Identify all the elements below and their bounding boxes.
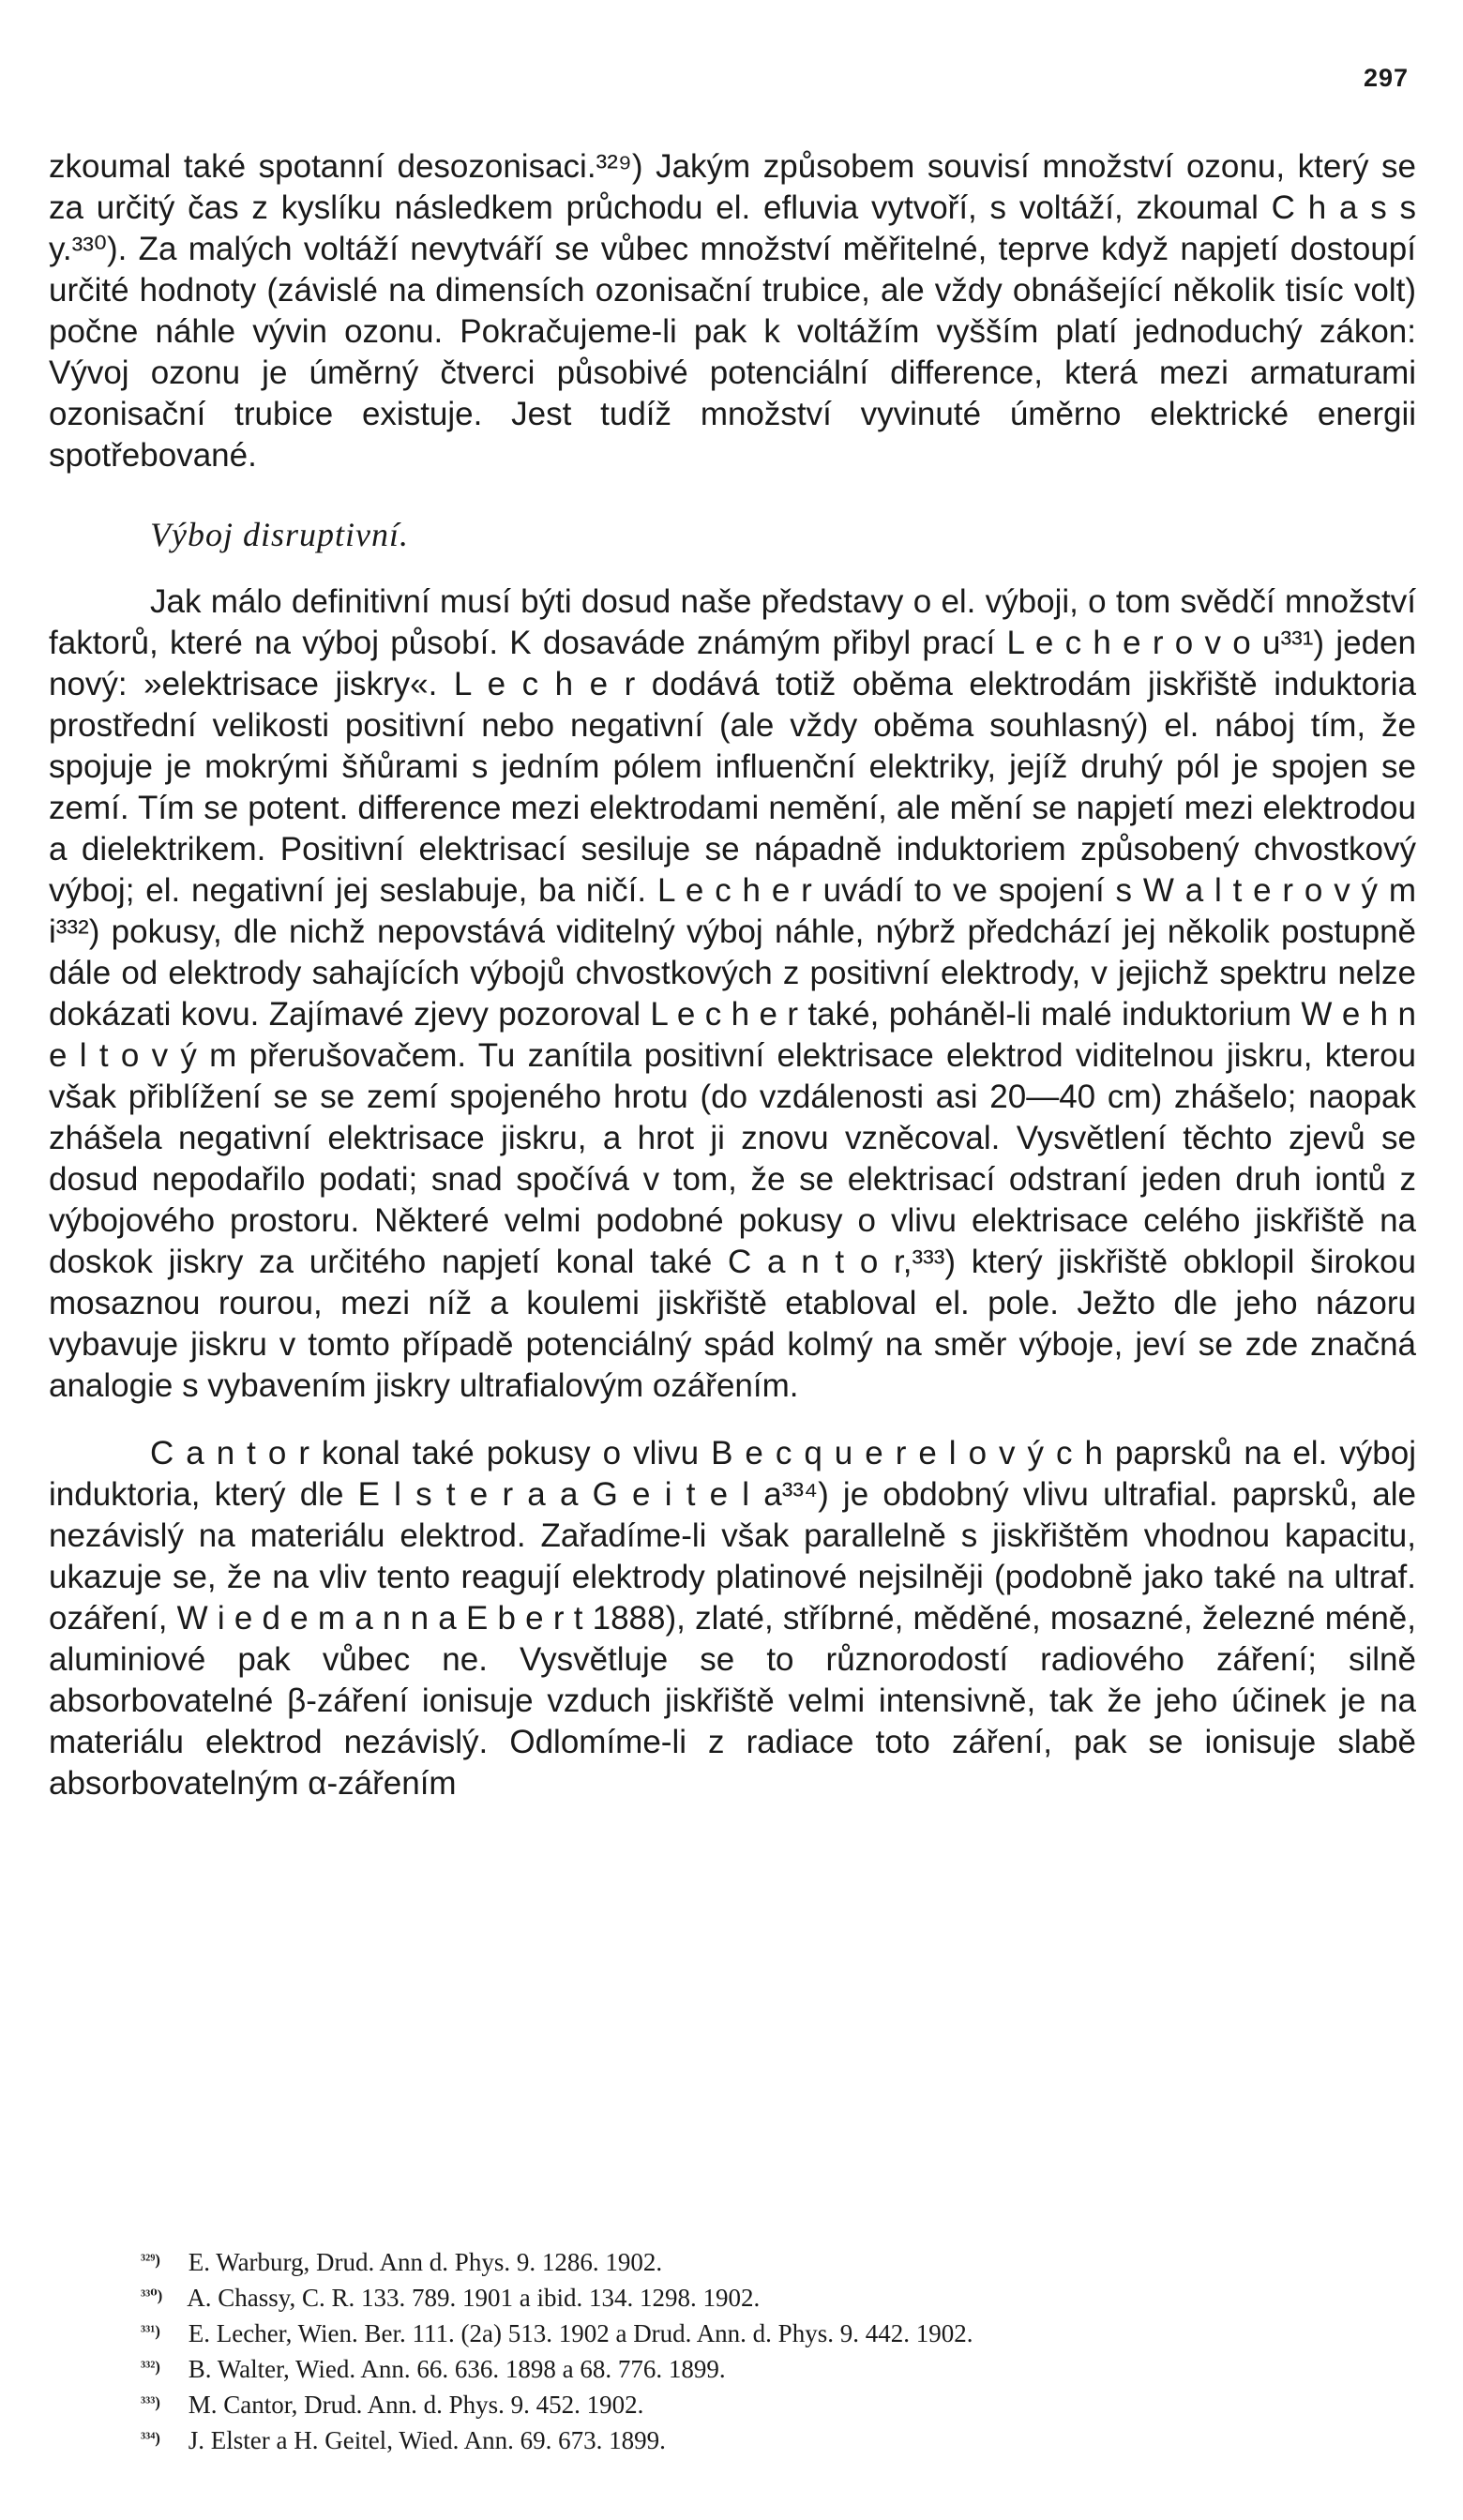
main-text xyxy=(49,146,1416,1804)
footnote-334 xyxy=(141,2422,1397,2457)
footnote-mark: ³²⁹) xyxy=(141,2251,160,2269)
footnote-mark: ³³²) xyxy=(141,2358,160,2376)
footnote-333 xyxy=(141,2386,1397,2422)
footnote-text: M. Cantor, Drud. Ann. d. Phys. 9. 452. 1902. xyxy=(188,2391,644,2419)
footnotes xyxy=(141,2243,1397,2457)
footnote-text: B. Walter, Wied. Ann. 66. 636. 1898 a 68. 776. 1899. xyxy=(188,2355,726,2383)
footnote-text: E. Lecher, Wien. Ber. 111. (2a) 513. 1902 a Drud. Ann. d. Phys. 9. 442. 1902. xyxy=(188,2319,973,2347)
footnote-mark: ³³³) xyxy=(141,2393,160,2411)
section-heading: Výboj disruptivní. xyxy=(150,516,409,553)
paragraph-becquerel-rays: C a n t o r konal také pokusy o vlivu B e c q u e r e l o v ý c h paprsků na el. výboj induktoria, který dle E l s t e r a a G e i t e l a³³⁴) je obdobný vlivu ultrafial. paprsků, ale nezávislý na materiálu elektrod. Zařadíme-li však parallelně s jiskřištěm vhodnou kapacitu, ukazuje se, že na vliv tento reagují elektrody platinové nejsilněji (podobně jako také na ultraf. ozáření, W i e d e m a n n a E b e r t 1888), zlaté, stříbrné, měděné, mosazné, železné méně, aluminiové pak vůbec ne. Vysvětluje se to různorodostí radiového záření; silně absorbovatelné β-záření ionisuje vzduch jiskřiště velmi intensivně, tak že jeho účinek je na materiálu elektrod nezávislý. Odlomíme-li z radiace toto záření, pak se ionisuje slabě absorbovatelným α-zářením xyxy=(49,1435,1416,1802)
footnote-329 xyxy=(141,2243,1397,2279)
footnote-mark: ³³¹) xyxy=(141,2322,160,2340)
footnote-330 xyxy=(141,2279,1397,2315)
paragraph-spark-electrification: Jak málo definitivní musí býti dosud naše představy o el. výboji, o tom svědčí množství faktorů, které na výboj působí. K dosaváde známým přibyl prací L e c h e r o v o u³³¹) jeden nový: »elektrisace jiskry«. L e c h e r dodává totiž oběma elektrodám jiskřiště induktoria prostřední velikosti positivní nebo negativní (ale vždy oběma souhlasný) el. náboj tím, že spojuje je mokrými šňůrami s jedním pólem influenční elektriky, jejíž druhý pól je spojen se zemí. Tím se potent. difference mezi elektrodami nemění, ale mění se napjetí mezi elektrodou a dielektrikem. Positivní elektrisací sesiluje se nápadně induktoriem způsobený chvostkový výboj; el. negativní jej seslabuje, ba ničí. L e c h e r uvádí to ve spojení s W a l t e r o v ý m i³³²) pokusy, dle nichž nepovstává viditelný výboj náhle, nýbrž předchází jej několik postupně dále od elektrody sahajících výbojů chvostkových z positivní elektrody, v jejichž spektru nelze dokázati kovu. Zajímavé zjevy pozoroval L e c h e r také, poháněl-li malé induktorium W e h n e l t o v ý m přerušovačem. Tu zanítila positivní elektrisace elektrod viditelnou jiskru, kterou však přiblížení se se zemí spojeného hrotu (do vzdálenosti asi 20—40 cm) zhášelo; naopak zhášela negativní elektrisace jiskru, a hrot ji znovu vzněcoval. Vysvětlení těchto zjevů se dosud nepodařilo podati; snad spočívá v tom, že se elektrisací odstraní jeden druh iontů z výbojového prostoru. Některé velmi podobné pokusy o vlivu elektrisace celého jiskřiště na doskok jiskry za určitého napjetí konal také C a n t o r,³³³) který jiskřiště obklopil širokou mosaznou rourou, mezi níž a koulemi jiskřiště etabloval el. pole. Ježto dle jeho názoru vybavuje jiskru v tomto případě potenciálný spád kolmý na směr výboje, jeví se zde značná analogie s vybavením jiskry ultrafialovým ozářením. xyxy=(49,583,1416,1404)
footnote-text: J. Elster a H. Geitel, Wied. Ann. 69. 673. 1899. xyxy=(188,2426,666,2454)
page-number: 297 xyxy=(1363,64,1409,92)
footnote-331 xyxy=(141,2315,1397,2350)
paragraph-ozone: zkoumal také spotanní desozonisaci.³²⁹) Jakým způsobem souvisí množství ozonu, který se za určitý čas z kyslíku následkem průchodu el. efluvia vytvoří, s voltáží, zkoumal C h a s s y.³³⁰). Za malých voltáží nevytváří se vůbec množství měřitelné, teprve když napjetí dostoupí určité hodnoty (závislé na dimensích ozonisační trubice, ale vždy obnášející několik tisíc volt) počne náhle vývin ozonu. Pokračujeme-li pak k voltážím vyšším platí jednoduchý zákon: Vývoj ozonu je úměrný čtverci působivé potenciální difference, která mezi armaturami ozonisační trubice existuje. Jest tudíž množství vyvinuté úměrno elektrické energii spotřebované. xyxy=(49,148,1416,474)
footnote-text: E. Warburg, Drud. Ann d. Phys. 9. 1286. 1902. xyxy=(188,2248,663,2276)
footnote-332 xyxy=(141,2350,1397,2386)
footnote-text: A. Chassy, C. R. 133. 789. 1901 a ibid. 134. 1298. 1902. xyxy=(187,2284,761,2312)
footnote-mark: ³³⁰) xyxy=(141,2286,163,2304)
footnote-mark: ³³⁴) xyxy=(141,2429,160,2447)
